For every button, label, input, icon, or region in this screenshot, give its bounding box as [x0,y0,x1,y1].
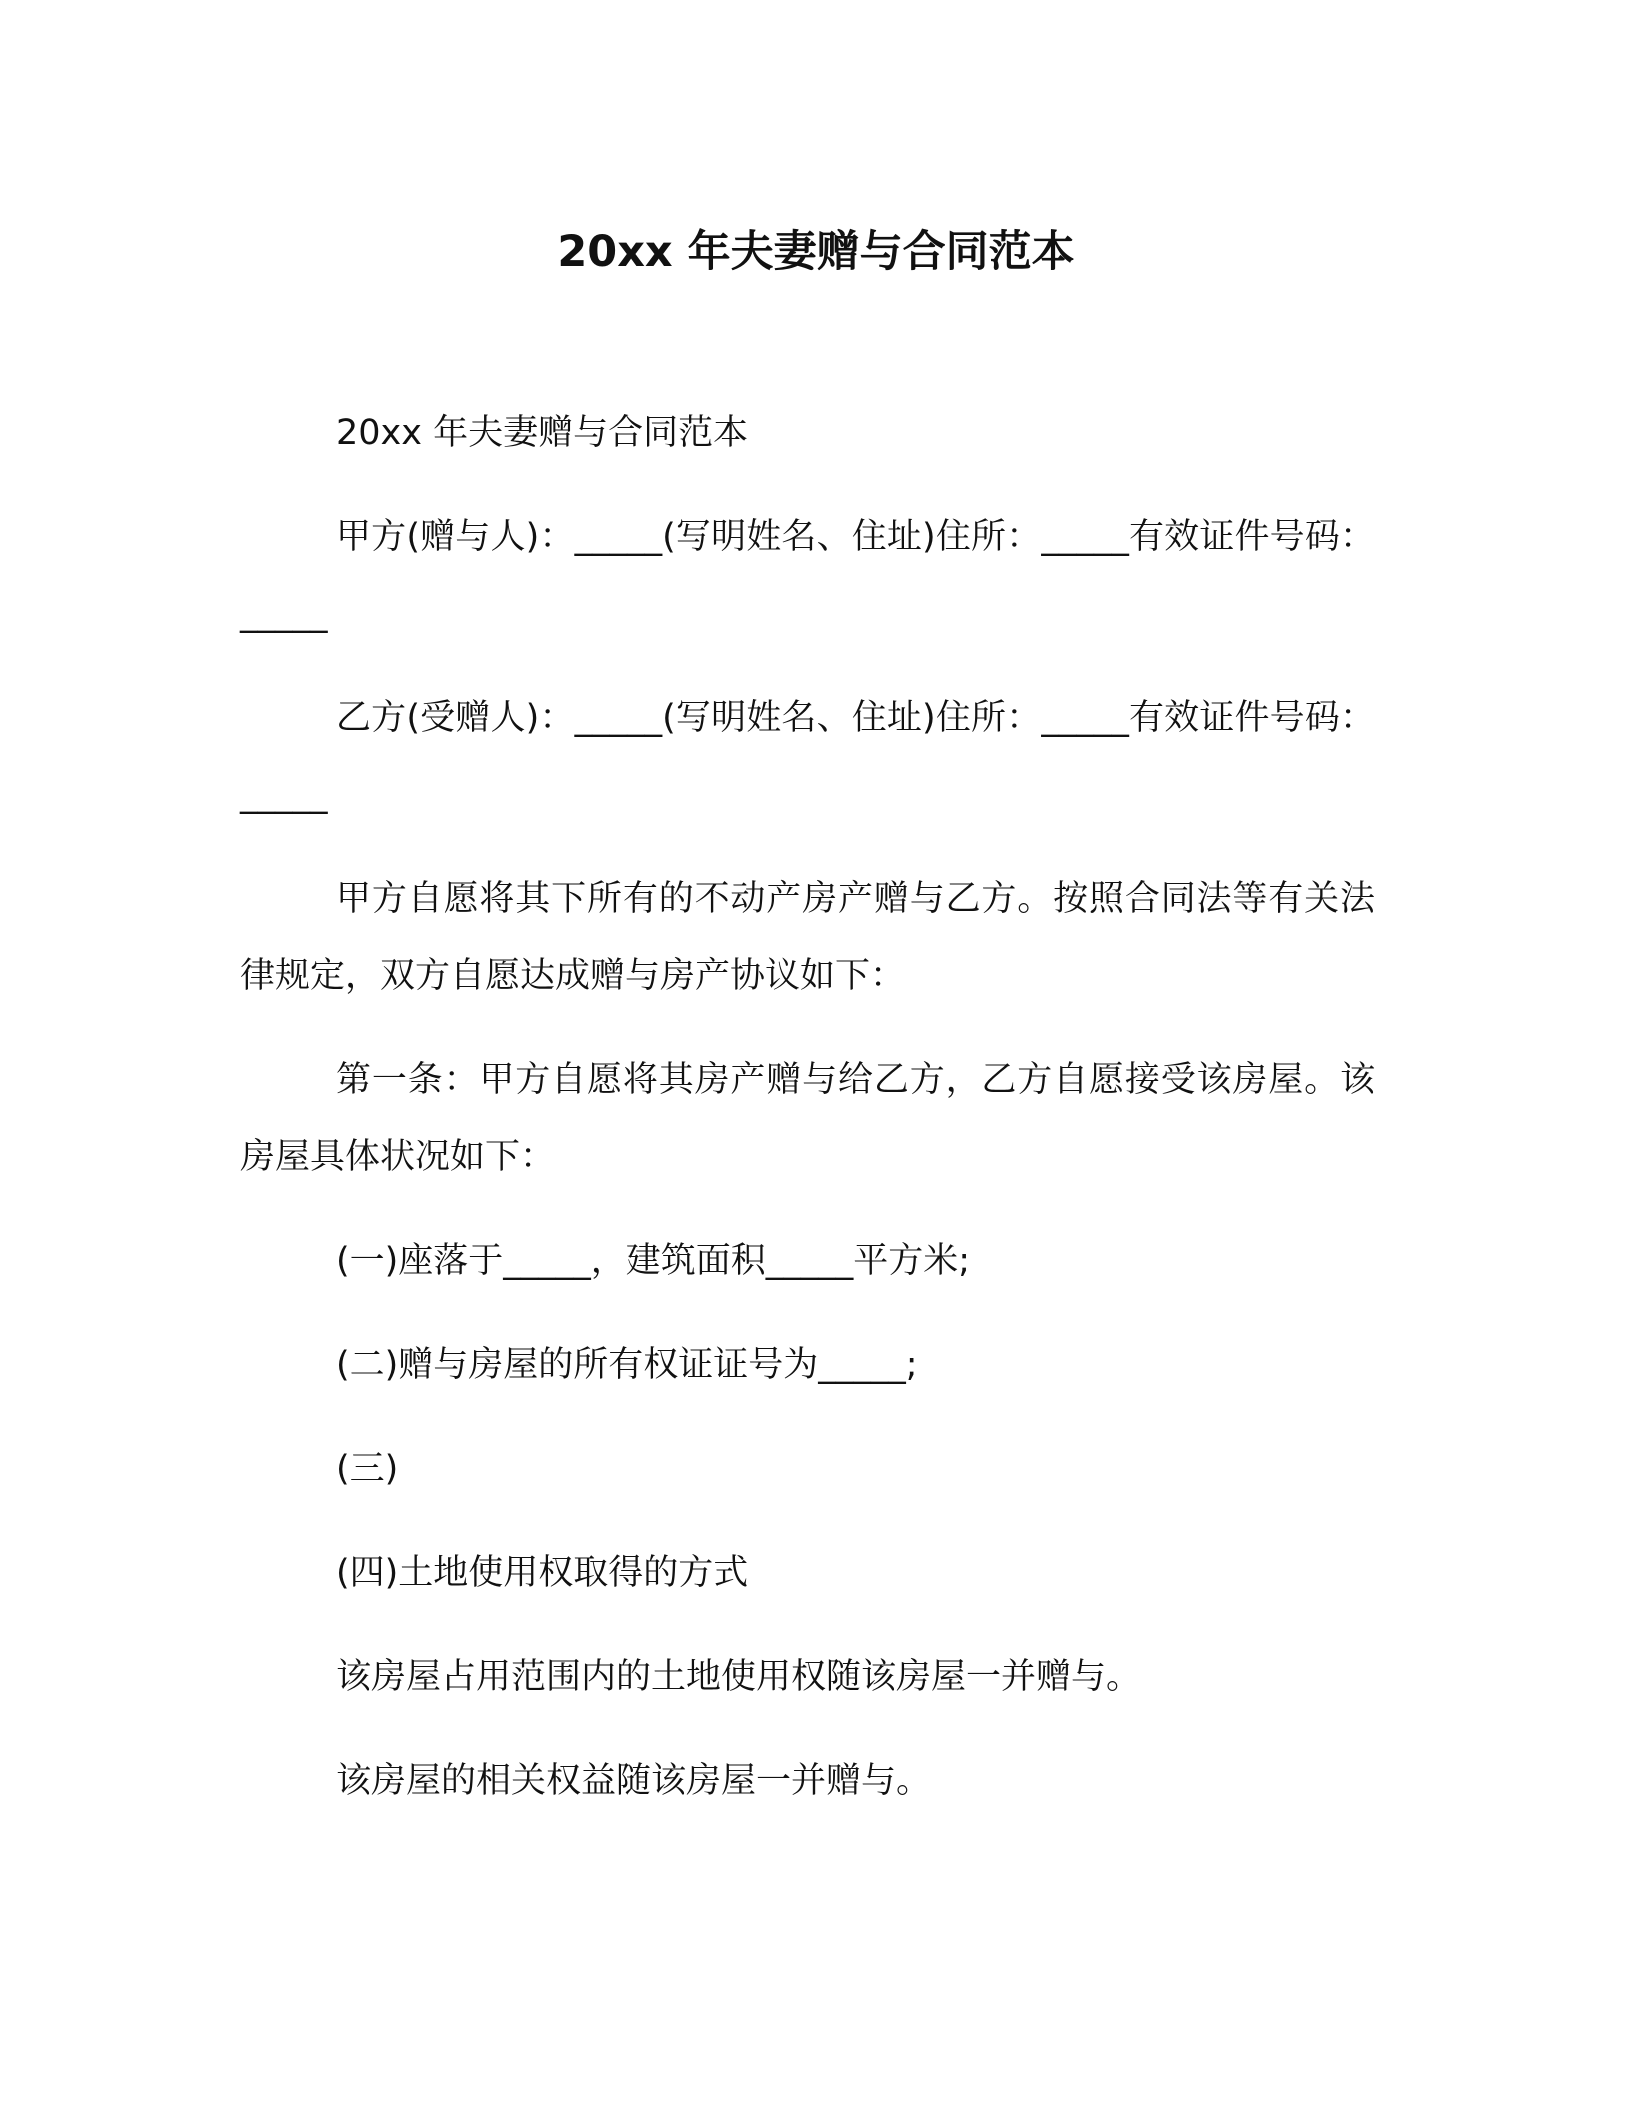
paragraph-subtitle: 20xx 年夫妻赠与合同范本 [336,413,749,453]
paragraph-item-2: (二)赠与房屋的所有权证证号为_____; [336,1345,918,1385]
paragraph-party-a: 甲方(赠与人)：_____(写明姓名、住址)住所：_____有效证件号码：_____ [240,517,1375,634]
paragraph-intro: 甲方自愿将其下所有的不动产房产赠与乙方。按照合同法等有关法律规定，双方自愿达成赠与房产协议如下： [240,879,1375,996]
paragraph-land-use: 该房屋占用范围内的土地使用权随该房屋一并赠与。 [336,1657,1142,1697]
document-body [240,395,1375,1847]
paragraph-article-1: 第一条：甲方自愿将其房产赠与给乙方，乙方自愿接受该房屋。该房屋具体状况如下： [240,1060,1375,1177]
paragraph-item-1: (一)座落于_____，建筑面积_____平方米; [336,1241,971,1281]
paragraph-party-b: 乙方(受赠人)：_____(写明姓名、住址)住所：_____有效证件号码：_____ [240,698,1375,815]
paragraph-rights: 该房屋的相关权益随该房屋一并赠与。 [336,1761,932,1801]
paragraph-item-4: (四)土地使用权取得的方式 [336,1553,749,1593]
document-title: 20xx 年夫妻赠与合同范本 [557,227,1075,277]
paragraph-item-3: (三) [336,1449,399,1489]
